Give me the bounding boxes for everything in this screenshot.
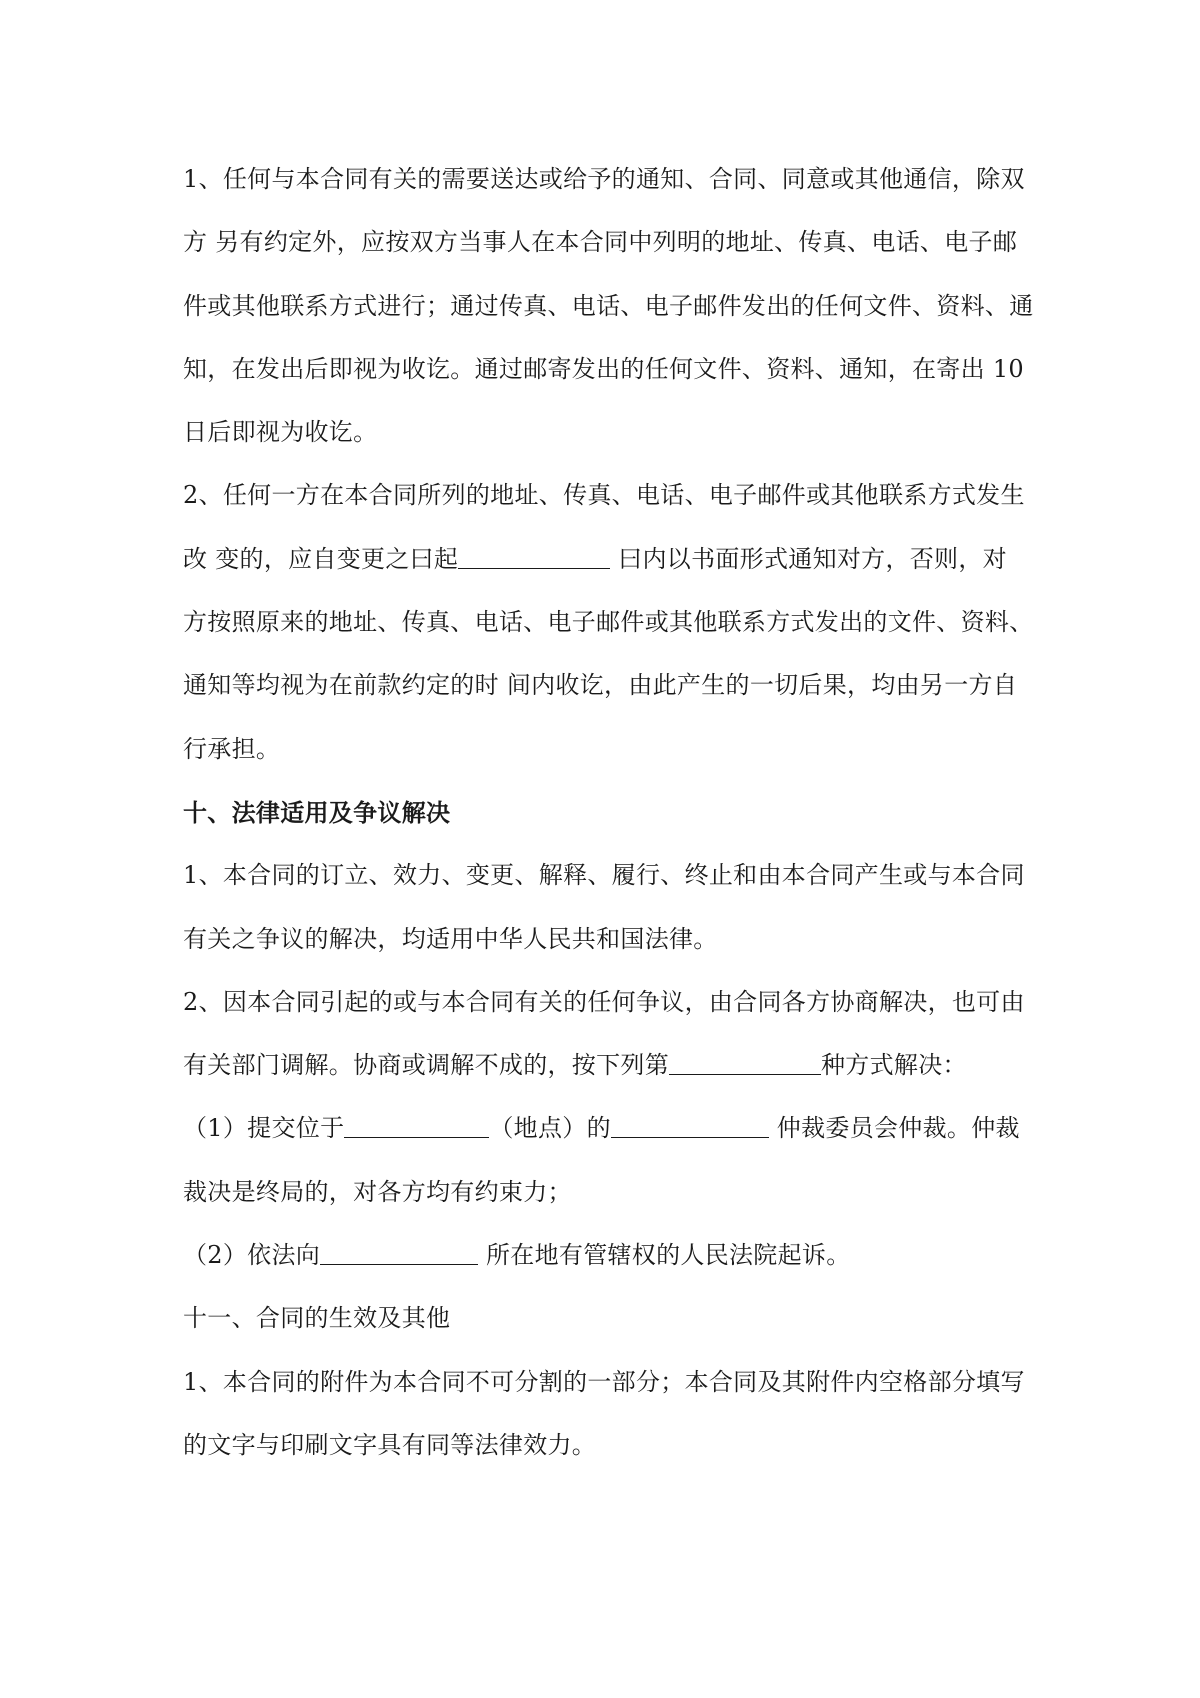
paragraph-line	[183, 528, 1043, 591]
fill-in-blank[interactable]	[320, 1242, 478, 1265]
paragraph-line: 日后即视为收讫。	[183, 418, 378, 447]
fill-in-blank[interactable]	[611, 1115, 769, 1138]
paragraph-line	[183, 1034, 1043, 1097]
fill-in-blank[interactable]	[458, 546, 610, 569]
paragraph-line: 方 另有约定外，应按双方当事人在本合同中列明的地址、传真、电话、电子邮	[183, 228, 1018, 257]
line-text: 曰内以书面形式通知对方，否则，对	[610, 544, 1007, 573]
section-heading: 十、法律适用及争议解决	[183, 797, 451, 827]
fill-in-blank[interactable]	[344, 1115, 489, 1138]
paragraph-line: 1、本合同的订立、效力、变更、解释、履行、终止和由本合同产生或与本合同	[183, 861, 1025, 890]
line-text: 种方式解决：	[821, 1051, 967, 1080]
paragraph-line: 通知等均视为在前款约定的时 间内收讫，由此产生的一切后果，均由另一方自	[183, 671, 1018, 700]
paragraph-line: 行承担。	[183, 734, 281, 763]
contract-page	[183, 148, 1043, 1477]
paragraph-line: 知，在发出后即视为收讫。通过邮寄发出的任何文件、资料、通知，在寄出 10	[183, 354, 1024, 383]
line-text: 仲裁委员会仲裁。仲裁	[768, 1114, 1020, 1143]
line-text: （1）提交位于	[183, 1114, 345, 1143]
line-text: 改 变的，应自变更之曰起	[183, 544, 459, 573]
paragraph-line: 2、任何一方在本合同所列的地址、传真、电话、电子邮件或其他联系方式发生	[183, 481, 1025, 510]
line-text: 所在地有管辖权的人民法院起诉。	[478, 1241, 851, 1270]
paragraph-line: 裁决是终局的，对各方均有约束力；	[183, 1177, 572, 1206]
paragraph-line: 1、本合同的附件为本合同不可分割的一部分；本合同及其附件内空格部分填写	[183, 1367, 1025, 1396]
paragraph-line: 方按照原来的地址、传真、电话、电子邮件或其他联系方式发出的文件、资料、	[183, 608, 1034, 637]
paragraph-line	[183, 1224, 1043, 1287]
paragraph-line: 2、因本合同引起的或与本合同有关的任何争议，由合同各方协商解决，也可由	[183, 987, 1025, 1016]
paragraph-line: 的文字与印刷文字具有同等法律效力。	[183, 1430, 597, 1459]
line-text: （2）依法向	[183, 1241, 321, 1270]
fill-in-blank[interactable]	[669, 1052, 821, 1075]
line-text: （地点）的	[489, 1114, 611, 1143]
paragraph-line	[183, 1097, 1043, 1160]
paragraph-line: 件或其他联系方式进行；通过传真、电话、电子邮件发出的任何文件、资料、通	[183, 291, 1034, 320]
line-text: 有关部门调解。协商或调解不成的，按下列第	[183, 1051, 669, 1080]
section-heading: 十一、合同的生效及其他	[183, 1304, 451, 1333]
paragraph-line: 有关之争议的解决，均适用中华人民共和国法律。	[183, 924, 718, 953]
paragraph-line: 1、任何与本合同有关的需要送达或给予的通知、合同、同意或其他通信，除双	[183, 165, 1025, 193]
